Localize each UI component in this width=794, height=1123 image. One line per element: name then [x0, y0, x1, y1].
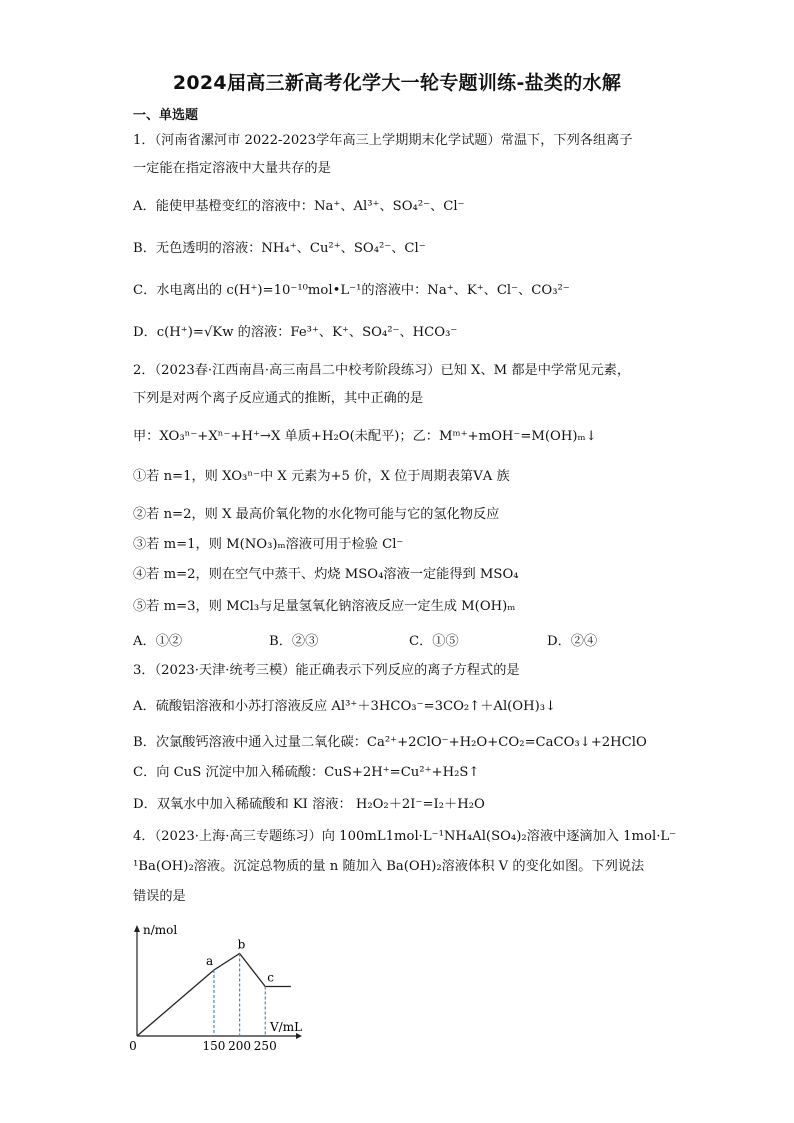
point-label-b: b	[237, 937, 246, 952]
text-line: 3．（2023·天津·统考三模）能正确表示下列反应的离子方程式的是	[133, 663, 520, 678]
origin-label: 0	[129, 1039, 137, 1053]
text-line: 甲：XO₃ⁿ⁻+Xⁿ⁻+H⁺→X 单质+H₂O(未配平)；乙：Mᵐ⁺+mOH⁻=M(OH)ₘ↓	[133, 429, 597, 444]
text-line: ①若 n=1，则 XO₃ⁿ⁻中 X 元素为+5 价，X 位于周期表第ⅤA 族	[133, 469, 510, 484]
text-line: ②若 n=2，则 X 最高价氧化物的水化物可能与它的氢化物反应	[133, 507, 500, 522]
precipitate-chart	[120, 918, 320, 1058]
text-line: C．向 CuS 沉淀中加入稀硫酸：CuS+2H⁺=Cu²⁺+H₂S↑	[133, 765, 480, 780]
text-line: 一定能在指定溶液中大量共存的是	[133, 161, 331, 176]
text-line: D．c(H⁺)=√Kw 的溶液：Fe³⁺、K⁺、SO₄²⁻、HCO₃⁻	[133, 325, 458, 340]
text-line: 1．（河南省漯河市 2022-2023学年高三上学期期末化学试题）常温下，下列各组离子	[133, 133, 633, 148]
text-line: 错误的是	[133, 889, 186, 904]
x-tick-label: 250	[253, 1039, 277, 1053]
point-label-c: c	[267, 970, 274, 985]
text-line: A．能使甲基橙变红的溶液中：Na⁺、Al³⁺、SO₄²⁻、Cl⁻	[133, 199, 465, 214]
text-line: A．硫酸铝溶液和小苏打溶液反应 Al³⁺＋3HCO₃⁻=3CO₂↑＋Al(OH)₃↓	[133, 699, 557, 714]
point-label-a: a	[205, 954, 214, 968]
text-line: ③若 m=1，则 M(NO₃)ₘ溶液可用于检验 Cl⁻	[133, 537, 404, 552]
option-item: C．①⑤	[409, 634, 459, 649]
page-title: 2024届高三新高考化学大一轮专题训练-盐类的水解	[172, 72, 622, 94]
text-line: C．水电离出的 c(H⁺)=10⁻¹⁰mol•L⁻¹的溶液中：Na⁺、K⁺、Cl⁻、CO₃²⁻	[133, 283, 570, 298]
text-line: 4．（2023·上海·高三专题练习）向 100mL1mol·L⁻¹NH₄Al(SO₄)₂溶液中逐滴加入 1mol·L⁻	[133, 829, 677, 844]
series-line	[137, 954, 291, 1037]
text-line: 2．（2023春·江西南昌·高三南昌二中校考阶段练习）已知 X、M 都是中学常见元素，	[133, 363, 631, 378]
text-line: B．无色透明的溶液：NH₄⁺、Cu²⁺、SO₄²⁻、Cl⁻	[133, 241, 426, 256]
section-heading: 一、单选题	[133, 108, 199, 123]
x-tick-label: 200	[228, 1039, 252, 1053]
y-axis-arrow	[134, 925, 140, 932]
text-line: ④若 m=2，则在空气中蒸干、灼烧 MSO₄溶液一定能得到 MSO₄	[133, 567, 519, 582]
text-line: ¹Ba(OH)₂溶液。沉淀总物质的量 n 随加入 Ba(OH)₂溶液体积 V 的变化如图。下列说法	[133, 859, 645, 874]
y-axis-label: n/mol	[143, 923, 178, 937]
text-line: 下列是对两个离子反应通式的推断，其中正确的是	[133, 391, 424, 406]
text-line: D．双氧水中加入稀硫酸和 KI 溶液： H₂O₂＋2I⁻=I₂＋H₂O	[133, 797, 485, 812]
option-item: A．①②	[133, 634, 183, 649]
text-line: B．次氯酸钙溶液中通入过量二氧化碳：Ca²⁺+2ClO⁻+H₂O+CO₂=CaCO₃↓+2HClO	[133, 735, 647, 750]
text-line: ⑤若 m=3，则 MCl₃与足量氢氧化钠溶液反应一定生成 M(OH)ₘ	[133, 599, 516, 614]
option-item: D．②④	[547, 634, 598, 649]
option-item: B．②③	[269, 634, 319, 649]
x-tick-label: 150	[202, 1039, 226, 1053]
x-axis-label: V/mL	[270, 1020, 303, 1034]
